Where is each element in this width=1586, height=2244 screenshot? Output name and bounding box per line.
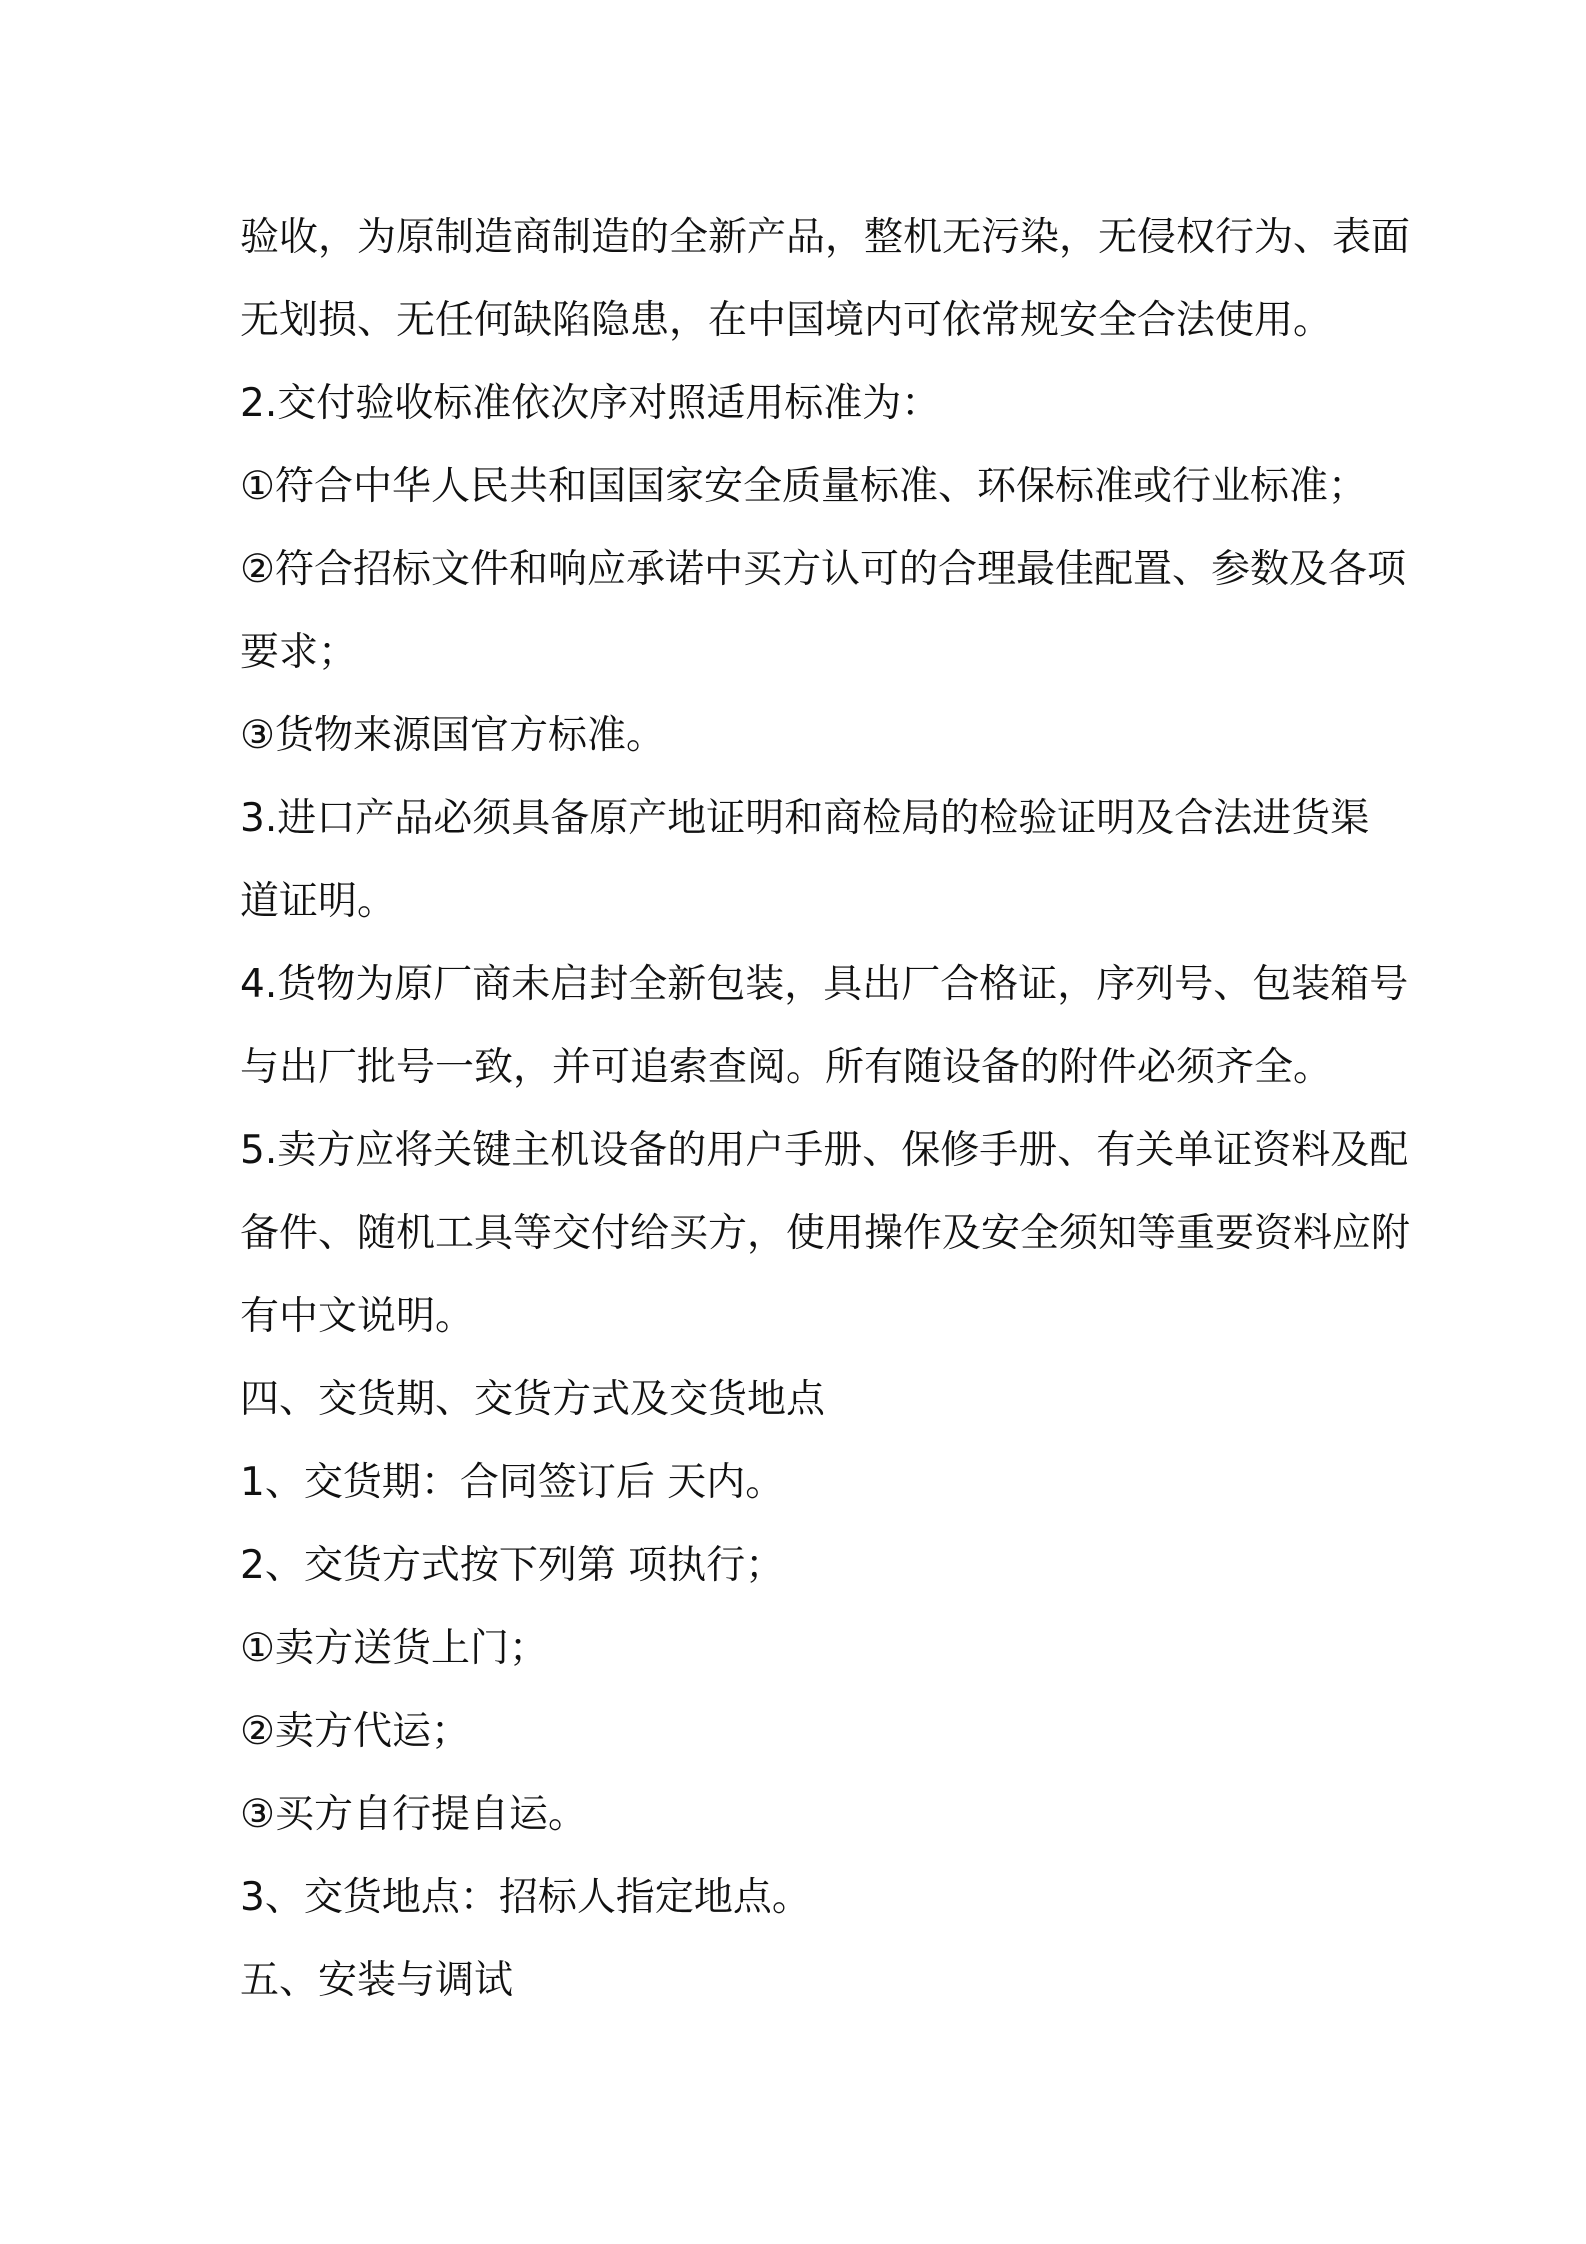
document-body (240, 196, 1411, 2022)
text-line: 与出厂批号一致，并可追索查阅。所有随设备的附件必须齐全。 (240, 1045, 1333, 1090)
text-line: 有中文说明。 (240, 1294, 475, 1339)
text-line: ③货物来源国官方标准。 (240, 713, 665, 758)
text-line: 道证明。 (240, 879, 397, 924)
text-line: ②符合招标文件和响应承诺中买方认可的合理最佳配置、参数及各项 (240, 547, 1406, 592)
text-line: 5.卖方应将关键主机设备的用户手册、保修手册、有关单证资料及配 (240, 1128, 1409, 1173)
text-line: 3.进口产品必须具备原产地证明和商检局的检验证明及合法进货渠 (240, 796, 1370, 841)
text-line: 无划损、无任何缺陷隐患，在中国境内可依常规安全合法使用。 (240, 298, 1333, 343)
section-heading: 五、安装与调试 (240, 1958, 514, 2003)
text-line: ②卖方代运； (240, 1709, 470, 1754)
text-line: 2、交货方式按下列第 项执行； (240, 1543, 785, 1588)
text-line: 要求； (240, 630, 358, 675)
text-line: 备件、随机工具等交付给买方，使用操作及安全须知等重要资料应附 (240, 1211, 1411, 1256)
section-heading: 四、交货期、交货方式及交货地点 (240, 1377, 826, 1422)
text-line: 1、交货期：合同签订后 天内。 (240, 1460, 785, 1505)
text-line: 2.交付验收标准依次序对照适用标准为： (240, 381, 941, 426)
text-line: ①符合中华人民共和国国家安全质量标准、环保标准或行业标准； (240, 464, 1367, 509)
text-line: ③买方自行提自运。 (240, 1792, 587, 1837)
text-line: 3、交货地点：招标人指定地点。 (240, 1875, 811, 1920)
text-line: ①卖方送货上门； (240, 1626, 548, 1671)
text-line: 验收，为原制造商制造的全新产品，整机无污染，无侵权行为、表面 (240, 215, 1411, 260)
text-line: 4.货物为原厂商未启封全新包装，具出厂合格证，序列号、包装箱号 (240, 962, 1409, 1007)
